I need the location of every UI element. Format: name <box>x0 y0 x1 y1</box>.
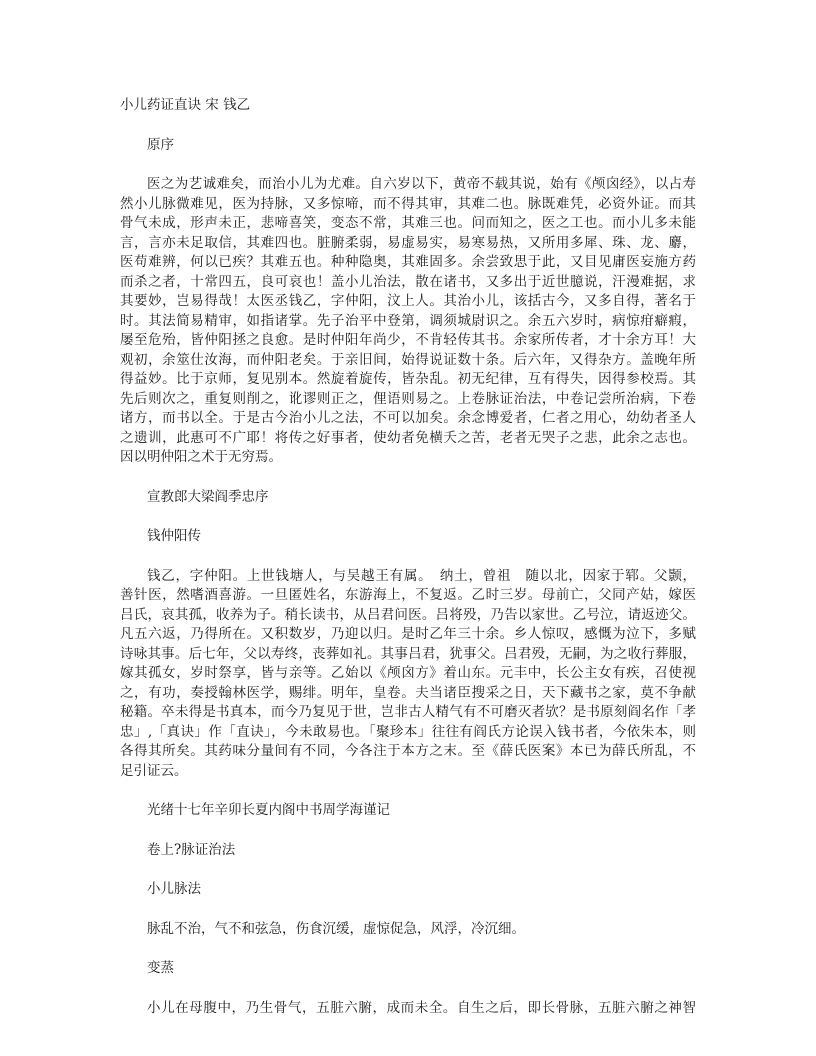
preface-heading: 原序 <box>147 136 174 153</box>
paragraph-line: 善针医，然嗜酒喜游。一旦匿姓名，东游海上，不复返。乙时三岁。母前亡，父同产姑，嫁医 <box>120 587 696 603</box>
paragraph-line: 医苟难辨，何以已疾？其难五也。种种隐奥，其难固多。余尝致思于此，又目见庸医妄施方药 <box>120 254 696 270</box>
paragraph-line: 忠」,「真诀」作「直诀」，今未敢易也。「聚珍本」往往有阎氏方论误入钱书者，今依朱本，则 <box>120 723 696 740</box>
paragraph-line: 足引证云。 <box>120 762 188 779</box>
document-page <box>120 96 696 1038</box>
paragraph-line: 各得其所矣。其药味分量间有不同，今各注于本方之末。至《薛氏医案》本已为薛氏所乱，不 <box>120 743 696 759</box>
biography-paragraph <box>120 567 696 782</box>
paragraph-line: 吕氏，哀其孤，收养为子。稍长读书，从吕君问医。吕将殁，乃告以家世。乙号泣，请返迹父。 <box>120 606 696 623</box>
pulse-method-paragraph <box>120 920 696 940</box>
paragraph-line: 凡五六返，乃得所在。又积数岁，乃迎以归。是时乙年三十余。乡人惊叹，感慨为泣下，多赋 <box>120 626 696 642</box>
paragraph-line: 之，有功，奏授翰林医学，赐绯。明年，皇卷。夫当诸臣搜采之日，天下藏书之家，莫不争献 <box>120 684 696 701</box>
paragraph-line: 然小儿脉微难见，医为持脉，又多惊啼，而不得其审，其难二也。脉既难凭，必资外证。而其 <box>120 195 696 212</box>
paragraph-line: 医之为艺诚难矣，而治小儿为尤难。自六岁以下，黄帝不载其说，始有《颅囟经》，以占寿 <box>147 176 696 192</box>
document-title: 小儿药证直诀 宋 钱乙 <box>120 97 251 113</box>
paragraph-line: 其要妙，岂易得哉！太医丞钱乙，字仲阳，汶上人。其治小儿，该括古今，又多自得，著名于 <box>120 293 696 309</box>
paragraph-line: 屡至危殆，皆仲阳拯之良愈。是时仲阳年尚少，不肯轻传其书。余家所传者，才十余方耳！大 <box>120 332 696 348</box>
colophon-note: 光绪十七年辛卯长夏内阁中书周学海谨记 <box>147 802 390 818</box>
volume-heading: 卷上?脉证治法 <box>147 841 236 858</box>
paragraph-line: 脉乱不治，气不和弦急，伤食沉缓，虚惊促急，风浮，冷沉细。 <box>147 920 525 937</box>
preface-author: 宣教郎大梁阎季忠序 <box>147 488 269 505</box>
paragraph-line: 钱乙，字仲阳。上世钱塘人，与吴越王有属。 纳土，曾祖 随以北，因家于郓。父颢， <box>147 567 696 584</box>
paragraph-line: 时。其法简易精审，如指诸掌。先子治平中登第，调须城尉识之。余五六岁时，病惊疳癖瘕， <box>120 312 696 329</box>
paragraph-line: 先后则次之，重复则削之，讹谬则正之，俚语则易之。上卷脉证治法，中卷记尝所治病，下卷 <box>120 390 696 407</box>
paragraph-line: 嫁其孤女，岁时祭享，皆与亲等。乙始以《颅囟方》着山东。元丰中，长公主女有疾，召使视 <box>120 665 696 681</box>
transformation-paragraph <box>120 999 696 1019</box>
transformation-heading: 变蒸 <box>147 960 174 976</box>
paragraph-line: 诸方，而书以全。于是古今治小儿之法，不可以加矣。余念博爱者，仁者之用心，幼幼者圣人 <box>120 410 696 426</box>
paragraph-line: 而杀之者，十常四五，良可哀也！盖小儿治法，散在诸书，又多出于近世臆说，汗漫难据，求 <box>120 273 696 290</box>
paragraph-line: 之遗训，此惠可不广耶！将传之好事者，使幼者免横夭之苦，老者无哭子之悲，此余之志也。 <box>120 429 696 446</box>
paragraph-line: 得益妙。比于京师，复见别本。然旋着旋传，皆杂乱。初无纪律，互有得失，因得参校焉。其 <box>120 371 696 387</box>
paragraph-line: 言，言亦未足取信，其难四也。脏腑柔弱，易虚易实，易寒易热，又所用多犀、珠、龙、麝， <box>120 234 696 251</box>
preface-paragraph <box>120 175 696 468</box>
biography-heading: 钱仲阳传 <box>147 528 201 544</box>
paragraph-line: 秘籍。卒未得是书真本，而今乃复见于世，岂非古人精气有不可磨灭者欤？是书原刻阎名作「孝 <box>120 704 696 720</box>
paragraph-line: 诗咏其事。后七年，父以寿终，丧葬如礼。其事吕君，犹事父。吕君殁，无嗣，为之收行葬服， <box>120 645 696 662</box>
pulse-method-heading: 小儿脉法 <box>147 881 201 897</box>
paragraph-line: 观初，余筮仕汝海，而仲阳老矣。于亲旧间，始得说证数十条。后六年，又得杂方。盖晚年所 <box>120 351 696 368</box>
paragraph-line: 骨气未成，形声未正，悲啼喜笑，变态不常，其难三也。问而知之，医之工也。而小儿多未能 <box>120 215 696 231</box>
paragraph-line: 因以明仲阳之术于无穷焉。 <box>120 449 282 465</box>
paragraph-line: 小儿在母腹中，乃生骨气，五脏六腑，成而未全。自生之后，即长骨脉，五脏六腑之神智 <box>147 999 696 1016</box>
